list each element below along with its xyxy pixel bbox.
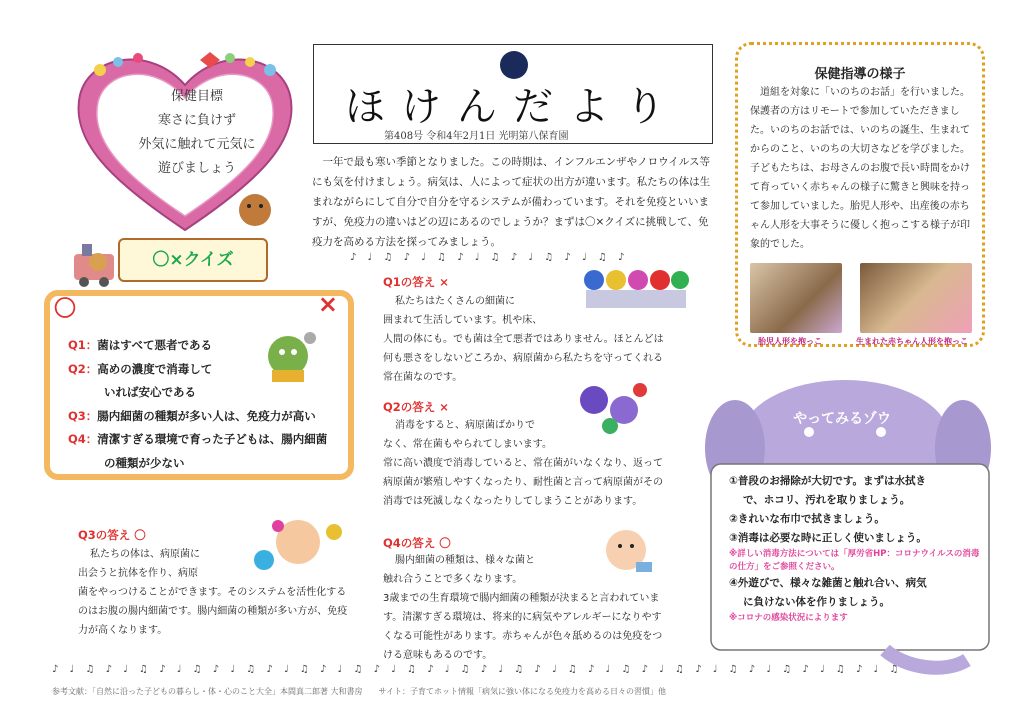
quiz-text: 腸内細菌の種類が多い人は、免疫力が高い — [97, 408, 316, 423]
answer-2-heading: Q2の答え × — [383, 400, 449, 414]
music-notes-deco: ♪ ♩ ♫ ♪ ♩ ♫ ♪ ♩ ♫ ♪ ♩ ♫ ♪ ♩ ♫ ♪ — [350, 252, 629, 263]
quiz-text-cont: の種類が少ない — [104, 455, 185, 470]
elephant-tips-list — [729, 472, 985, 625]
quiz-num: Q2： — [68, 361, 98, 376]
answer-1-line-2: 囲まれて生活しています。机や床、 — [383, 315, 543, 326]
answer-4-line-1: 腸内細菌の種類は、様々な菌と — [395, 555, 535, 566]
o-mark-icon: 〇 — [54, 297, 77, 322]
quiz-item — [68, 405, 348, 429]
quiz-num: Q3： — [68, 408, 98, 423]
quiz-item — [68, 358, 348, 382]
tip-1b: で、ホコリ、汚れを取りましょう。 — [743, 494, 911, 506]
intro-paragraph: 一年で最も寒い季節となりました。この時期は、インフルエンザやノロウイルス等にも気を付けましょう。病気は、人によって症状の出方が違います。私たちの体は生まれながらにして自分で自分を守るシステムが備わっています。それを免疫といいますが、免疫力の違いはどの辺にあるのでしょうか？まずは〇×クイズに挑戦して、免疫力を高める方法を探ってみましょう。 — [312, 156, 711, 248]
goal-line-2: 外気に触れて元気に — [138, 137, 256, 152]
caption-baby-doll: 生まれた赤ちゃん人形を抱っこ — [856, 337, 968, 346]
answer-1-heading: Q1の答え × — [383, 275, 449, 289]
quiz-sign: 〇×クイズ — [118, 238, 268, 282]
tip-note-2: ※コロナの感染状況によります — [729, 613, 848, 623]
answer-1-line-3: 人間の体にも。でも菌は全て悪者ではありません。ほとんどは何も悪さをしないどころか、病原菌から私たちを守ってくれる常在菌なのです。 — [383, 334, 664, 383]
answer-3-heading: Q3の答え 〇 — [78, 528, 146, 542]
germs-illustration-icon — [570, 376, 652, 438]
quiz-list — [68, 334, 348, 475]
quiz-item — [68, 334, 348, 358]
quiz-board — [44, 290, 354, 480]
heroes-illustration-icon — [578, 262, 693, 312]
answer-2-line-1: 消毒をすると、病原菌ばかりで — [395, 420, 535, 431]
newsletter-header — [313, 44, 713, 144]
references-footer: 参考文献：「自然に沿った子どもの暮らし・体・心のこと大全」本間真二郎著 大和書房 サイト：子育てホット情報「病気に強い体になる免疫力を高める日々の習慣」他 — [52, 687, 666, 696]
tip-note-1: ※詳しい消毒方法については「厚労省HP：コロナウイルスの消毒の仕方」をご参照ください。 — [729, 549, 980, 572]
photo-fetal-doll — [750, 263, 842, 333]
answer-3-line-2: 出会うと抗体を作り、病原 — [78, 568, 198, 579]
guidance-title: 保健指導の様子 — [814, 67, 906, 82]
issue-line: 第408号 令和4年2月1日 光明第八保育園 — [384, 131, 569, 142]
health-guidance-box — [735, 42, 985, 347]
tip-1a: ①普段のお掃除が大切です。まずは水拭き — [729, 475, 927, 487]
answer-3-line-1: 私たちの体は、病原菌に — [90, 549, 200, 560]
quiz-text-cont: いれば安心である — [104, 385, 196, 399]
baby-fighting-germs-icon — [248, 512, 348, 577]
tip-3: ③消毒は必要な時に正しく使いましょう。 — [729, 532, 927, 544]
answer-4-line-3: 3歳までの生育環境で腸内細菌の種類が決まると言われています。清潔すぎる環境は、将来的に病気やアレルギーになりやすくなる可能性があります。赤ちゃんが色々舐めるのは免疫をつける意味もあるのです。 — [383, 593, 663, 661]
music-notes-deco: ♪ ♩ ♫ ♪ ♩ ♫ ♪ ♩ ♫ ♪ ♩ ♫ ♪ ♩ ♫ ♪ ♩ ♫ ♪ ♩ ♫ ♪ ♩ ♫ ♪ ♩ ♫ ♪ ♩ ♫ ♪ ♩ ♫ ♪ ♩ ♫ ♪ ♩ ♫ ♪ ♩ ♫ ♪ ♩ ♫ ♪ ♩ ♫ — [52, 664, 903, 675]
answer-4-heading: Q4の答え 〇 — [383, 536, 451, 550]
answer-3-line-3: 菌をやっつけることができます。そのシステムを活性化するのはお腹の腸内細菌です。腸内細菌の種類が多い方が、免疫力が高くなります。 — [78, 587, 348, 636]
quiz-item — [68, 428, 348, 452]
answer-2-line-2: なく、常在菌もやられてしまいます。 — [383, 439, 552, 450]
train-icon — [70, 240, 120, 290]
caption-fetal-doll: 胎児人形を抱っこ — [758, 337, 822, 346]
answer-4-line-2: 触れ合うことで多くなります。 — [383, 574, 523, 585]
newsletter-title: ほけんだより — [345, 84, 681, 130]
tip-2: ②きれいな布巾で拭きましょう。 — [729, 513, 885, 525]
baby-licking-icon — [596, 522, 658, 580]
quiz-text: 菌はすべて悪者である — [97, 338, 213, 352]
elephant-title: やってみるゾウ — [793, 411, 891, 427]
health-goal-heart — [70, 40, 300, 240]
quiz-num: Q4： — [68, 432, 98, 446]
answer-1-line-1: 私たちはたくさんの細菌に — [395, 296, 515, 307]
goal-line-3: 遊びましょう — [157, 161, 236, 176]
photo-baby-doll — [860, 263, 972, 333]
goal-line-1: 寒さに負けず — [157, 113, 236, 128]
elephant-panel — [705, 378, 995, 678]
tip-4b: に負けない体を作りましょう。 — [743, 596, 890, 608]
quiz-train-header — [70, 238, 340, 288]
goal-text — [122, 85, 272, 181]
quiz-num: Q1： — [68, 338, 98, 352]
guidance-body: 道組を対象に「いのちのお話」を行いました。保護者の方はリモートで参加していただきました。いのちのお話では、いのちの誕生、生まれてからのこと、いのちの大切さなどを学びました。子どもたちは、お母さんのお腹で長い時間をかけて育っていく赤ちゃんの様子に驚きと興味を持って参加していました。胎児人形や、出産後の赤ちゃん人形を大事そうに優しく抱っこする様子が印象的でした。 — [750, 87, 970, 250]
x-mark-icon: × — [317, 290, 338, 318]
tip-4a: ④外遊びで、様々な雑菌と触れ合い、病気 — [729, 577, 927, 589]
answer-2-line-3: 常に高い濃度で消毒していると、常在菌がいなくなり、返って病原菌が繁殖しやすくなったり、耐性菌と言って病原菌がその消毒では死滅しなくなったりしてしまうことがあります。 — [383, 458, 663, 507]
goal-title: 保健目標 — [170, 89, 223, 104]
quiz-text: 高めの濃度で消毒して — [97, 361, 213, 376]
quiz-text: 清潔すぎる環境で育った子どもは、腸内細菌 — [97, 432, 328, 446]
